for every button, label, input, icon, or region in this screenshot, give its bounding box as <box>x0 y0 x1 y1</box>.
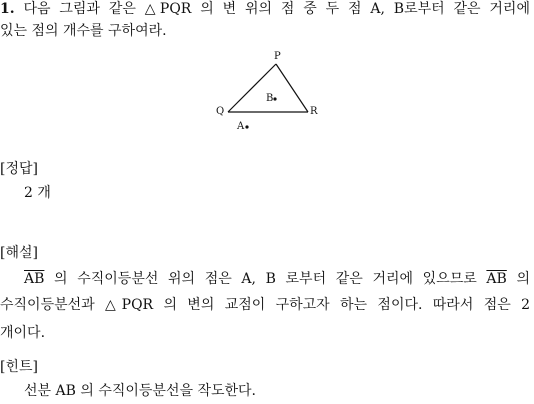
label-q: Q <box>216 106 225 117</box>
answer-heading: [정답] <box>0 161 38 177</box>
triangle-figure <box>210 52 326 136</box>
segment-ab-2: $\overline{AB}$ <box>486 271 507 287</box>
point-a-dot <box>245 125 248 128</box>
question-line-1 <box>0 0 530 18</box>
point-b-dot <box>273 97 276 100</box>
answer-text: 2 개 <box>24 185 51 201</box>
label-r: R <box>310 106 318 117</box>
hint-text: 선분 AB 의 수직이등분선을 작도한다. <box>24 383 256 399</box>
explanation-line-2: 수직이등분선과 △PQR 의 변의 교점이 구하고자 하는 점이다. 따라서 점은 2 <box>0 297 530 313</box>
question-line-2: 있는 점의 개수를 구하여라. <box>0 23 167 39</box>
explanation-line-1 <box>0 270 530 288</box>
question-text-1: 다음 그림과 같은 △PQR 의 변 위의 점 중 두 점 A, B로부터 같은 거리에 <box>23 1 530 17</box>
label-p: P <box>274 51 281 62</box>
question-number: 1. <box>0 1 15 17</box>
side-pr <box>276 64 308 112</box>
segment-ab-1: $\overline{AB}$ <box>24 271 45 287</box>
explanation-heading: [해설] <box>0 245 38 261</box>
label-b: B <box>266 93 274 104</box>
explanation-text-1a: 의 수직이등분선 위의 점은 A, B 로부터 같은 거리에 있으므로 <box>44 271 487 287</box>
explanation-text-1b: 의 <box>506 271 530 287</box>
label-a: A <box>237 121 245 132</box>
explanation-line-3: 개이다. <box>0 325 46 341</box>
side-qp <box>228 64 276 112</box>
hint-heading: [힌트] <box>0 359 38 375</box>
